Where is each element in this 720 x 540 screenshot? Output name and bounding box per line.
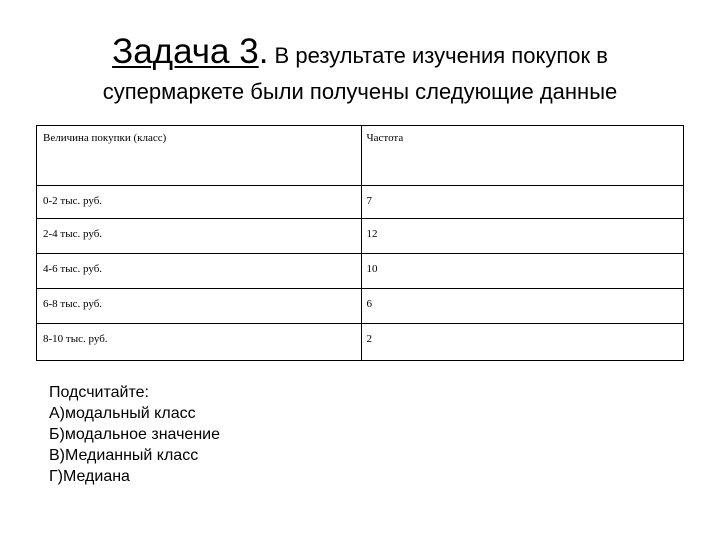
table-row <box>37 324 684 361</box>
title-period: . <box>258 32 269 71</box>
task-item: Б)модальное значение <box>49 426 220 443</box>
frequency-table <box>36 125 684 361</box>
task-number-heading: Задача 3 <box>112 32 259 71</box>
task-item: Г)Медиана <box>49 468 130 485</box>
table-row <box>37 289 684 324</box>
task-list <box>49 382 220 487</box>
frequency-cell: 10 <box>361 254 684 289</box>
table-header-row <box>37 126 684 186</box>
task-item: А)модальный класс <box>49 405 196 422</box>
task-item: В)Медианный класс <box>49 447 199 464</box>
title-line-1 <box>0 32 720 72</box>
frequency-cell: 6 <box>361 289 684 324</box>
header-purchase-size: Величина покупки (класс) <box>37 126 362 186</box>
header-frequency: Частота <box>361 126 684 186</box>
frequency-cell: 12 <box>361 219 684 254</box>
frequency-cell: 7 <box>361 186 684 219</box>
task-heading: Подсчитайте: <box>49 384 149 401</box>
frequency-cell: 2 <box>361 324 684 361</box>
class-cell: 4-6 тыс. руб. <box>37 254 362 289</box>
title-text-part-2: супермаркете были получены следующие данные <box>102 79 618 104</box>
class-cell: 0-2 тыс. руб. <box>37 186 362 219</box>
title-text-part-1: В результате изучения покупок в <box>268 43 608 68</box>
class-cell: 2-4 тыс. руб. <box>37 219 362 254</box>
table-row <box>37 254 684 289</box>
table-row <box>37 219 684 254</box>
table-row <box>37 186 684 219</box>
class-cell: 6-8 тыс. руб. <box>37 289 362 324</box>
class-cell: 8-10 тыс. руб. <box>37 324 362 361</box>
